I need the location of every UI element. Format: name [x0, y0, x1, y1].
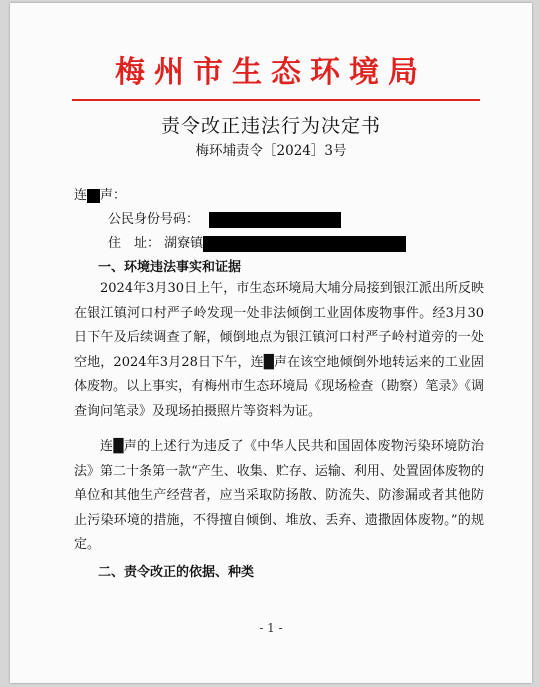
addressee-name-suffix: 声：	[100, 188, 127, 203]
id-number-line	[108, 208, 341, 228]
section-1-paragraph-2: 连█声的上述行为违反了《中华人民共和国固体废物污染环境防治法》第二十条第一款“产生、收集、贮存、运输、利用、处置固体废物的单位和其他生产经营者，应当采取防扬散、防流失、防渗漏或者其他防止污染环境的措施，不得擅自倾倒、堆放、丢弃、遗撒固体废物。”的规定。	[74, 439, 484, 553]
redaction-box	[203, 236, 406, 252]
addressee-line	[74, 184, 126, 203]
addressee-name-prefix: 连	[74, 188, 88, 203]
red-divider-line	[72, 99, 480, 101]
document-page	[10, 3, 532, 683]
redaction-box	[87, 189, 100, 203]
address-value: 湖寮镇	[164, 236, 204, 251]
agency-header: 梅州市生态环境局	[115, 55, 427, 90]
address-label: 住 址：	[108, 236, 161, 251]
document-number: 梅环埔责令［2024］3号	[195, 143, 347, 159]
address-line	[108, 232, 406, 252]
id-number-label: 公民身份号码：	[108, 212, 200, 227]
document-title: 责令改正违法行为决定书	[160, 115, 381, 137]
section-1-paragraph-1: 2024年3月30日上午，市生态环境局大埔分局接到银江派出所反映在银江镇河口村严子岭发现一处非法倾倒工业固体废物事件。经3月30日下午及后续调查了解，倾倒地点为银江镇河口村严子岭村道旁的一处空地，2024年3月28日下午，连█声在该空地倾倒外地转运来的工业固体废物。以上事实，有梅州市生态环境局《现场检查（勘察）笔录》《调查询问笔录》及现场拍摄照片等资料为证。	[74, 281, 484, 419]
redaction-box	[209, 212, 341, 228]
page-number: - 1 -	[259, 621, 283, 635]
section-heading-2: 二、责令改正的依据、种类	[98, 565, 255, 580]
section-heading-1: 一、环境违法事实和证据	[98, 260, 242, 275]
